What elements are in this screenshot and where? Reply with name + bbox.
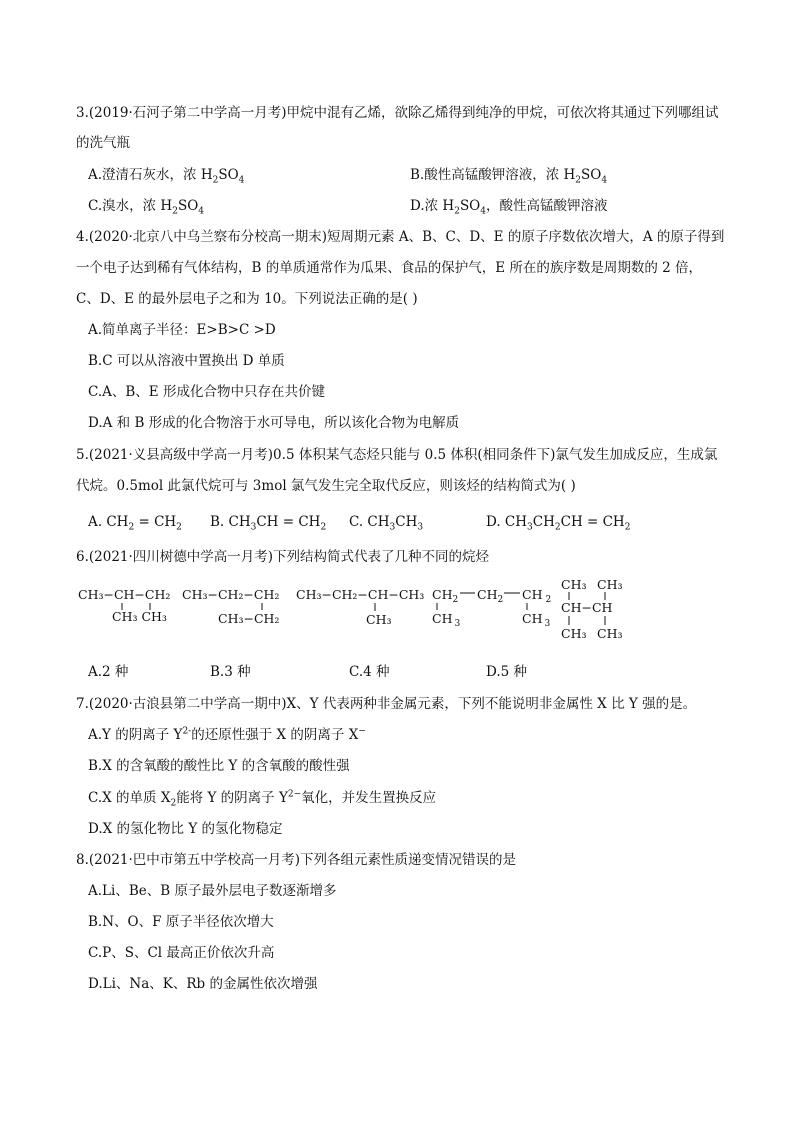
q4-option-c: C.A、B、E 形成化合物中只存在共价键 — [88, 384, 325, 400]
q6-option-d: D.5 种 — [486, 664, 528, 680]
q7-option-c: C.X 的单质 $X_2$能将 Y 的阴离子 $Y^{2-}$氧化，并发生置换反应 — [88, 789, 437, 809]
q4-option-d: D.A 和 B 形成的化合物溶于水可导电，所以该化合物为电解质 — [88, 415, 460, 431]
q5-option-b: B. $CH_3CH = CH_2$ — [210, 514, 327, 533]
struct4-c: CH $_2$ — [522, 587, 552, 605]
q8-option-b: B.N、O、F 原子半径依次增大 — [88, 914, 274, 930]
struct5-bottom-right: CH₃ — [597, 626, 623, 641]
q5-stem-line2: 代烷。0.5mol 此氯代烷可与 3mol 氯气发生完全取代反应，则该烃的结构简式为( ) — [76, 478, 576, 494]
q3-stem-line2: 的洗气瓶 — [76, 135, 130, 151]
q3-option-c: C.溴水，浓 $H_2SO_4$ — [88, 198, 205, 217]
struct2-top: CH₃−CH₂−CH₂ — [182, 587, 280, 602]
q6-option-b: B.3 种 — [210, 664, 251, 680]
struct5-top-left: CH₃ — [561, 577, 587, 592]
struct5-bottom-left: CH₃ — [561, 626, 587, 641]
q6-option-c: C.4 种 — [349, 664, 390, 680]
q6-stem-line1: 6.(2021·四川树德中学高一月考)下列结构简式代表了几种不同的烷烃 — [76, 549, 490, 565]
q7-option-a: A.Y 的阴离子 $Y^{2-}$的还原性强于 X 的阴离子 X− — [88, 726, 366, 743]
q3-option-a: A.澄清石灰水，浓 $H_2SO_4$ — [88, 167, 245, 186]
struct2-bottom: CH₃−CH₂ — [218, 611, 280, 626]
q4-stem-line1: 4.(2020·北京八中乌兰察布分校高一期末)短周期元素 A、B、C、D、E 的原子序数依次增大，A 的原子得到 — [76, 229, 725, 245]
q4-option-b: B.C 可以从溶液中置换出 D 单质 — [88, 353, 285, 369]
q8-option-a: A.Li、Be、B 原子最外层电子数逐渐增多 — [88, 883, 337, 899]
q4-stem-line3: C、D、E 的最外层电子之和为 10。下列说法正确的是( ) — [76, 291, 418, 307]
q7-option-b: B.X 的含氧酸的酸性比 Y 的含氧酸的酸性强 — [88, 758, 350, 774]
q5-option-d: D. $CH_3CH_2CH = CH_2$ — [486, 514, 631, 533]
q7-option-d: D.X 的氢化物比 Y 的氢化物稳定 — [88, 821, 283, 837]
q3-option-d: D.浓 $H_2SO_4$，酸性高锰酸钾溶液 — [410, 198, 608, 217]
struct3-top: CH₃−CH₂−CH−CH₃ — [296, 587, 425, 602]
q4-option-a: A.简单离子半径：E>B>C >D — [88, 322, 276, 338]
struct4-a: $CH_2$ — [432, 587, 459, 605]
q7-stem-line1: 7.(2020·古浪县第二中学高一期中)X、Y 代表两种非金属元素，下列不能说明非金属性 X 比 Y 强的是。 — [76, 696, 697, 712]
struct5-middle: CH−CH — [561, 600, 613, 615]
struct4-b: $CH_2$ — [477, 587, 504, 605]
struct5-top-right: CH₃ — [597, 577, 623, 592]
q4-stem-line2: 一个电子达到稀有气体结构，B 的单质通常作为瓜果、食品的保护气，E 所在的族序数是周期数的 2 倍， — [76, 260, 703, 276]
struct1-bottom: CH₃ CH₃ — [112, 609, 167, 624]
q6-structural-formulas — [0, 575, 794, 655]
q3-stem-line1: 3.(2019·石河子第二中学高一月考)甲烷中混有乙烯，欲除乙烯得到纯净的甲烷，可依次将其通过下列哪组试 — [76, 105, 719, 121]
q5-stem-line1: 5.(2021·义县高级中学高一月考)0.5 体积某气态烃只能与 0.5 体积(相同条件下)氯气发生加成反应，生成氯 — [76, 447, 718, 463]
q8-stem-line1: 8.(2021·巴中市第五中学校高一月考)下列各组元素性质递变情况错误的是 — [76, 852, 517, 868]
struct4-bottom-left: CH $_3$ — [432, 611, 461, 629]
q5-option-c: C. $CH_3CH_3$ — [349, 514, 424, 533]
q3-option-b: B.酸性高锰酸钾溶液，浓 $H_2SO_4$ — [410, 167, 608, 186]
q5-option-a: A. $CH_2 = CH_2$ — [88, 514, 182, 533]
q8-option-c: C.P、S、Cl 最高正价依次升高 — [88, 945, 275, 961]
struct3-bottom: CH₃ — [366, 612, 392, 627]
structural-formulas-svg — [0, 575, 794, 655]
struct1-top: CH₃−CH−CH₂ — [78, 587, 171, 602]
struct4-bottom-right: CH $_3$ — [522, 611, 551, 629]
q8-option-d: D.Li、Na、K、Rb 的金属性依次增强 — [88, 976, 318, 992]
q6-option-a: A.2 种 — [88, 664, 129, 680]
